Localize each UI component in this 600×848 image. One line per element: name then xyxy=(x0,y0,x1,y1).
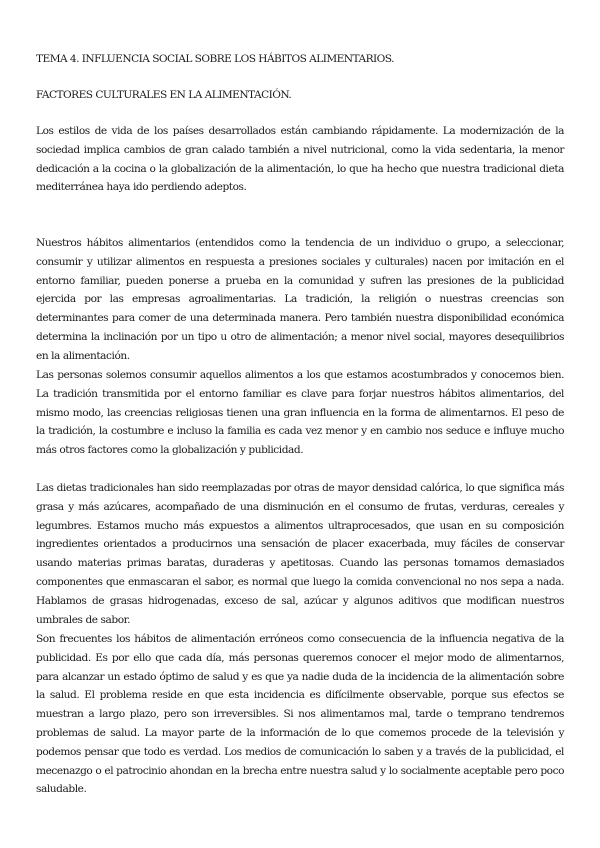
paragraph-1: Los estilos de vida de los países desarrollados están cambiando rápidamente. La modernización de la sociedad implica cambios de gran calado también a nivel nutricional, como la vida sedentaria, la menor dedicación a la cocina o la globalización de la alimentación, lo que ha hecho que nuestra tradicional dieta mediterránea haya ido perdiendo adeptos. xyxy=(36,125,564,194)
paragraph-3: Las personas solemos consumir aquellos alimentos a los que estamos acostumbrados y conocemos bien. La tradición transmitida por el entorno familiar es clave para forjar nuestros hábitos alimentarios, del mismo modo, las creencias religiosas tienen una gran influencia en la forma de alimentarnos. El peso de la tradición, la costumbre e incluso la familia es cada vez menor y en cambio nos seduce e influye mucho más otros factores como la globalización y publicidad. xyxy=(36,369,564,457)
paragraph-5: Son frecuentes los hábitos de alimentación erróneos como consecuencia de la influencia negativa de la publicidad. Es por ello que cada día, más personas queremos conocer el mejor modo de alimentarnos, para alcanzar un estado óptimo de salud y es que ya nadie duda de la incidencia de la alimentación sobre la salud. El problema reside en que esta incidencia es difícilmente observable, porque sus efectos se muestran a largo plazo, pero son irreversibles. Si nos alimentamos mal, tarde o temprano tendremos problemas de salud. La mayor parte de la información de lo que comemos procede de la televisión y podemos pensar que todo es verdad. Los medios de comunicación lo saben y a través de la publicidad, el mecenazgo o el patrocinio ahondan en la brecha entre nuestra salud y lo socialmente aceptable pero poco saludable. xyxy=(36,633,564,796)
paragraph-4: Las dietas tradicionales han sido reemplazadas por otras de mayor densidad calórica, lo que significa más grasa y más azúcares, acompañado de una disminución en el consumo de frutas, verduras, cereales y legumbres. Estamos mucho más expuestos a alimentos ultraprocesados, que usan en su composición ingredientes orientados a producirnos una sensación de placer exacerbada, muy fáciles de conservar usando materias primas baratas, duraderas y apetitosas. Cuando las personas tomamos demasiados componentes que enmascaran el sabor, es normal que luego la comida convencional no nos sepa a nada. Hablamos de grasas hidrogenadas, exceso de sal, azúcar y algunos aditivos que modifican nuestros umbrales de sabor. xyxy=(36,482,564,626)
paragraph-2: Nuestros hábitos alimentarios (entendidos como la tendencia de un individuo o grupo, a seleccionar, consumir y utilizar alimentos en respuesta a presiones sociales y culturales) nacen por imitación en el entorno familiar, pueden ponerse a prueba en la comunidad y sufren las presiones de la publicidad ejercida por las empresas agroalimentarias. La tradición, la religión o nuestras creencias son determinantes para comer de una determinada manera. Pero también nuestra disponibilidad económica determina la inclinación por un tipo u otro de alimentación; a menor nivel social, mayores desequilibrios en la alimentación. xyxy=(36,237,564,362)
document-title: TEMA 4. INFLUENCIA SOCIAL SOBRE LOS HÁBITOS ALIMENTARIOS. xyxy=(36,53,394,65)
section-subtitle: FACTORES CULTURALES EN LA ALIMENTACIÓN. xyxy=(36,89,292,101)
